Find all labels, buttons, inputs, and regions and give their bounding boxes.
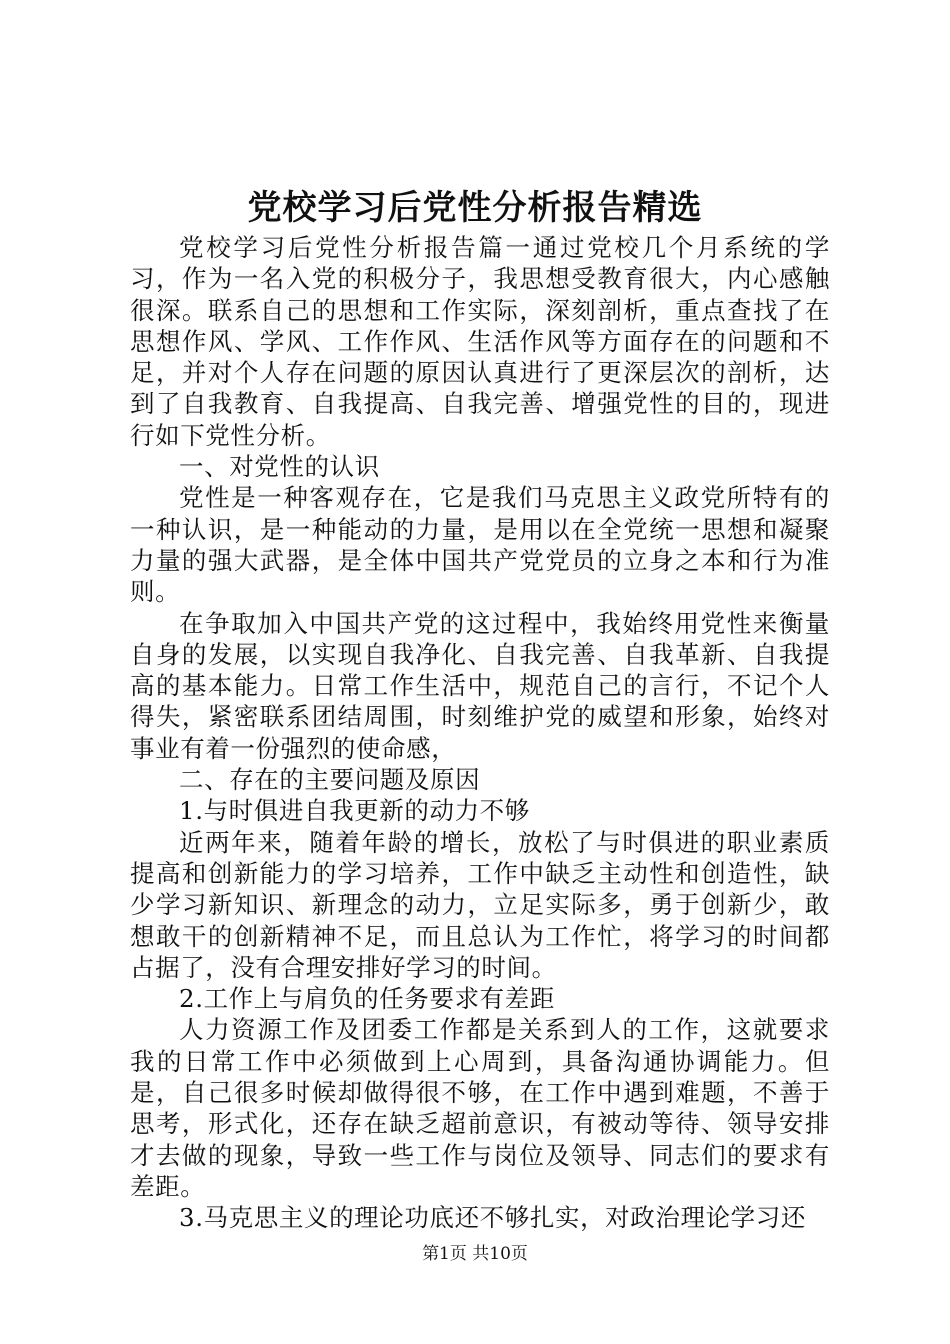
subheading-2: 2.工作上与肩负的任务要求有差距 [179, 984, 555, 1014]
page-number-footer: 第1页 共10页 [422, 1244, 528, 1264]
section-heading-1: 一、对党性的认识 [179, 452, 380, 482]
document-body [130, 232, 830, 1234]
subheading-3: 3.马克思主义的理论功底还不够扎实，对政治理论学习还 [179, 1203, 806, 1233]
page-title: 党校学习后党性分析报告精选 [247, 188, 703, 228]
section-heading-2: 二、存在的主要问题及原因 [179, 765, 481, 795]
paragraph-problem-1: 近两年来，随着年龄的增长，放松了与时俱进的职业素质提高和创新能力的学习培养，工作中缺乏主动性和创造性，缺少学习新知识、新理念的动力，立足实际多，勇于创新少，敢想敢干的创新精神不足，而且总认为工作忙，将学习的时间都占据了，没有合理安排好学习的时间。 [130, 827, 830, 982]
paragraph-intro: 党校学习后党性分析报告篇一通过党校几个月系统的学习，作为一名入党的积极分子，我思想受教育很大，内心感触很深。联系自己的思想和工作实际，深刻剖析，重点查找了在思想作风、学风、工作作风、生活作风等方面存在的问题和不足，并对个人存在问题的原因认真进行了更深层次的剖析，达到了自我教育、自我提高、自我完善、增强党性的目的，现进行如下党性分析。 [130, 233, 830, 450]
paragraph-problem-2: 人力资源工作及团委工作都是关系到人的工作，这就要求我的日常工作中必须做到上心周到，具备沟通协调能力。但是，自己很多时候却做得很不够，在工作中遇到难题，不善于思考，形式化，还存在缺乏超前意识，有被动等待、领导安排才去做的现象，导致一些工作与岗位及领导、同志们的要求有差距。 [130, 1015, 830, 1201]
subheading-1: 1.与时俱进自我更新的动力不够 [179, 796, 530, 826]
paragraph-self-development: 在争取加入中国共产党的这过程中，我始终用党性来衡量自身的发展，以实现自我净化、自我完善、自我革新、自我提高的基本能力。日常工作生活中，规范自己的言行，不记个人得失，紧密联系团结周围，时刻维护党的威望和形象，始终对事业有着一份强烈的使命感， [130, 608, 830, 763]
paragraph-party-spirit: 党性是一种客观存在，它是我们马克思主义政党所特有的一种认识，是一种能动的力量，是用以在全党统一思想和凝聚力量的强大武器，是全体中国共产党党员的立身之本和行为准则。 [130, 483, 830, 607]
